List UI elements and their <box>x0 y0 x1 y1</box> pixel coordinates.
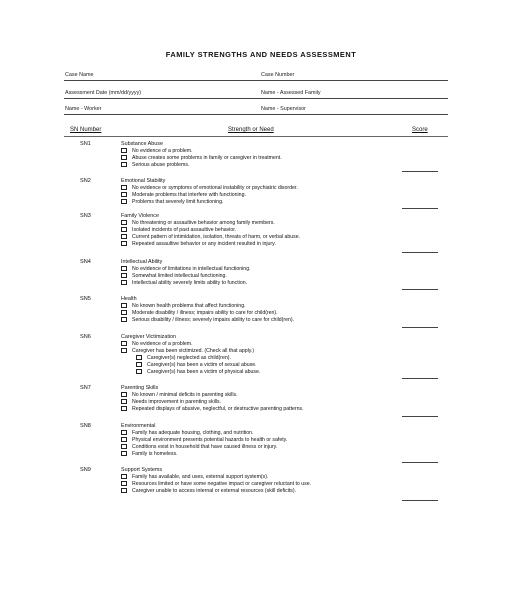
checklist-item <box>121 444 277 451</box>
checklist-item <box>121 220 275 227</box>
sn-number: SN9 <box>80 467 91 473</box>
checkbox-label: Repeated assaultive behavior or any incident resulted in injury. <box>132 241 276 247</box>
checklist-item <box>121 348 254 355</box>
checkbox[interactable] <box>121 481 127 486</box>
checkbox-label: Family is homeless. <box>132 451 178 457</box>
checkbox[interactable] <box>121 148 127 153</box>
checkbox[interactable] <box>121 241 127 246</box>
checkbox-label: Repeated displays of abusive, neglectful, or destructive parenting patterns. <box>132 406 304 412</box>
checkbox[interactable] <box>121 227 127 232</box>
checkbox[interactable] <box>121 220 127 225</box>
checkbox-label: Resources limited or have some negative impact or caregiver reluctant to use. <box>132 481 312 487</box>
checkbox[interactable] <box>121 474 127 479</box>
checkbox-label: Isolated incidents of past assaultive behavior. <box>132 227 237 233</box>
checkbox[interactable] <box>121 430 127 435</box>
checkbox[interactable] <box>121 406 127 411</box>
checkbox-label: Moderate problems that interfere with functioning. <box>132 192 246 198</box>
sn-number: SN3 <box>80 213 91 219</box>
section-title: Emotional Stability <box>121 178 166 184</box>
checklist-item <box>121 488 296 495</box>
checklist-item <box>121 474 268 481</box>
checklist-item <box>121 148 193 155</box>
info-row-worker[interactable] <box>64 100 448 115</box>
checklist-item <box>121 317 294 324</box>
sn-number-header: SN Number <box>70 127 102 133</box>
checkbox-label: No threatening or assaultive behavior among family members. <box>132 220 275 226</box>
checkbox-label: Conditions exist in household that have caused illness or injury. <box>132 444 278 450</box>
checkbox-label: No known / minimal deficits in parenting skills. <box>132 392 238 398</box>
checklist-item <box>136 369 260 376</box>
checkbox-label: Caregiver(s) has been a victim of sexual abuse. <box>147 362 257 368</box>
checkbox[interactable] <box>121 341 127 346</box>
checkbox-label: No evidence of a problem. <box>132 148 193 154</box>
checklist-item <box>121 266 251 273</box>
checkbox-label: No evidence or symptoms of emotional instability or psychiatric disorder. <box>132 185 298 191</box>
checklist-item <box>121 392 238 399</box>
checklist-item <box>121 451 178 458</box>
sn-number: SN7 <box>80 385 91 391</box>
checkbox-label: Caregiver unable to access internal or external resources (skill deficits). <box>132 488 297 494</box>
checklist-item <box>121 227 236 234</box>
score-header: Score <box>412 127 428 133</box>
checkbox[interactable] <box>136 369 142 374</box>
checkbox[interactable] <box>121 266 127 271</box>
checklist-item <box>121 406 304 413</box>
score-input-line[interactable] <box>402 500 438 501</box>
checkbox[interactable] <box>121 392 127 397</box>
checkbox-label: Current pattern of intimidation, isolation, threats of harm, or verbal abuse. <box>132 234 301 240</box>
checkbox[interactable] <box>121 162 127 167</box>
sn-number: SN1 <box>80 141 91 147</box>
checkbox[interactable] <box>121 303 127 308</box>
score-input-line[interactable] <box>402 289 438 290</box>
checklist-item <box>121 192 246 199</box>
checklist-item <box>121 399 221 406</box>
section-title: Family Violence <box>121 213 159 219</box>
checkbox-label: Needs improvement in parenting skills. <box>132 399 222 405</box>
form-title: FAMILY STRENGTHS AND NEEDS ASSESSMENT <box>165 50 357 59</box>
assessment-date-label: Assessment Date (mm/dd/yyyy) <box>65 90 142 96</box>
checkbox-label: Caregiver(s) has been a victim of physical abuse. <box>147 369 261 375</box>
sn-number: SN5 <box>80 296 91 302</box>
score-input-line[interactable] <box>402 416 438 417</box>
checkbox-label: No evidence of limitations in intellectual functioning. <box>132 266 251 272</box>
checklist-item <box>121 234 300 241</box>
checklist-item <box>136 362 257 369</box>
checkbox-label: Serious abuse problems. <box>132 162 190 168</box>
score-input-line[interactable] <box>402 252 438 253</box>
checklist-item <box>121 430 253 437</box>
checkbox-label: Somewhat limited intellectual functioning. <box>132 273 227 279</box>
checkbox[interactable] <box>121 185 127 190</box>
sn-number: SN2 <box>80 178 91 184</box>
checkbox-label: Physical environment presents potential hazards to health or safety. <box>132 437 288 443</box>
checklist-item <box>121 481 311 488</box>
checkbox[interactable] <box>121 444 127 449</box>
checkbox[interactable] <box>121 317 127 322</box>
checklist-item <box>121 341 193 348</box>
sn-number: SN8 <box>80 423 91 429</box>
sn-number: SN6 <box>80 334 91 340</box>
score-input-line[interactable] <box>402 378 438 379</box>
checkbox-label: Abuse creates some problems in family or caregiver in treatment. <box>132 155 282 161</box>
checkbox[interactable] <box>121 451 127 456</box>
checklist-item <box>121 241 276 248</box>
score-input-line[interactable] <box>402 462 438 463</box>
checkbox[interactable] <box>121 488 127 493</box>
section-title: Environmental <box>121 423 156 429</box>
section-title: Substance Abuse <box>121 141 163 147</box>
checklist-item <box>121 162 189 169</box>
checkbox-label: Problems that severely limit functioning. <box>132 199 224 205</box>
section-title: Caregiver Victimization <box>121 334 177 340</box>
info-row-case[interactable] <box>64 66 448 81</box>
checklist-item <box>121 303 246 310</box>
checkbox-label: Serious disability / illness; severely impairs ability to care for child(ren). <box>132 317 295 323</box>
checkbox[interactable] <box>121 234 127 239</box>
header-divider <box>64 136 448 137</box>
checkbox-label: Family has adequate housing, clothing, and nutrition. <box>132 430 254 436</box>
checkbox[interactable] <box>121 399 127 404</box>
info-row-date[interactable] <box>64 84 448 99</box>
checkbox-label: Caregiver(s) neglected as child(ren). <box>147 355 231 361</box>
checklist-item <box>121 199 223 206</box>
checklist-item <box>136 355 231 362</box>
checkbox[interactable] <box>121 348 127 353</box>
checklist-item <box>121 185 298 192</box>
checklist-item <box>121 155 282 162</box>
supervisor-name-label: Name - Supervisor <box>261 106 306 112</box>
checkbox[interactable] <box>136 362 142 367</box>
section-title: Health <box>121 296 137 302</box>
checkbox[interactable] <box>121 437 127 442</box>
checkbox[interactable] <box>121 155 127 160</box>
section-title: Intellectual Ability <box>121 259 163 265</box>
checkbox[interactable] <box>121 192 127 197</box>
checkbox-label: Family has available, and uses, external support system(s). <box>132 474 269 480</box>
checklist-item <box>121 273 227 280</box>
checkbox[interactable] <box>121 280 127 285</box>
checkbox-label: Moderate disability / illness; impairs ability to care for child(ren). <box>132 310 278 316</box>
checkbox-label: Caregiver has been victimized. (Check all that apply.) <box>132 348 255 354</box>
case-number-label: Case Number <box>261 72 295 78</box>
worker-name-label: Name - Worker <box>65 106 102 112</box>
strength-need-header: Strength or Need <box>228 127 274 133</box>
case-name-label: Case Name <box>65 72 94 78</box>
checkbox-label: No evidence of a problem. <box>132 341 193 347</box>
checklist-item <box>121 280 247 287</box>
score-input-line[interactable] <box>402 327 438 328</box>
checklist-item <box>121 437 287 444</box>
checkbox[interactable] <box>121 310 127 315</box>
assessed-family-label: Name - Assessed Family <box>261 90 321 96</box>
checkbox[interactable] <box>136 355 142 360</box>
score-input-line[interactable] <box>402 208 438 209</box>
score-input-line[interactable] <box>402 171 438 172</box>
checkbox[interactable] <box>121 273 127 278</box>
checkbox[interactable] <box>121 199 127 204</box>
section-title: Parenting Skills <box>121 385 159 391</box>
sn-number: SN4 <box>80 259 91 265</box>
checkbox-label: Intellectual ability severely limits ability to function. <box>132 280 248 286</box>
checkbox-label: No known health problems that affect functioning. <box>132 303 246 309</box>
section-title: Support Systems <box>121 467 163 473</box>
checklist-item <box>121 310 278 317</box>
